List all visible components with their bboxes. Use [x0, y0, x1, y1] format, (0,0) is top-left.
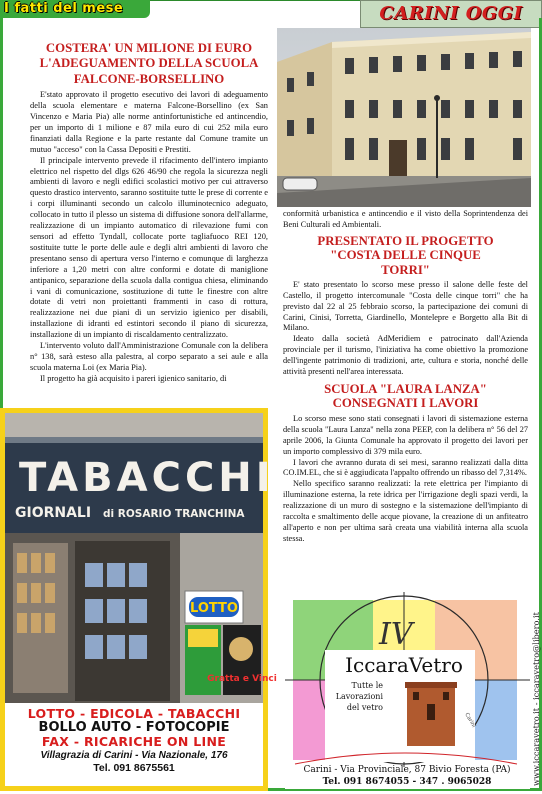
article-paragraph: I lavori che avranno durata di sei mesi, saranno realizzati dalla ditta CO.IM.EL, che si è aggiudicata l'appalto offrendo un ribasso del 7,314%.	[283, 457, 528, 478]
vetro-website	[531, 592, 541, 789]
shop-address: Villagrazia di Carini - Via Nazionale, 176	[40, 750, 228, 761]
article-school-funding	[30, 41, 268, 385]
vetro-phone: Tel. 091 8674055 - 347 . 9065028	[322, 777, 492, 787]
masthead	[360, 0, 542, 28]
shop-front-photo	[5, 413, 277, 703]
services-line: FAX - RICARICHE ON LINE	[41, 734, 227, 749]
article-headline: SCUOLA "LAURA LANZA" CONSEGNATI I LAVORI	[324, 381, 487, 411]
lotto-logo-text: LOTTO	[190, 601, 238, 616]
tower-badge: Carini	[463, 712, 477, 729]
article-paragraph: E'stato approvato il progetto esecutivo dei lavori di adeguamento della scuola elementare e materna Falcone-Borsellino (ex San Vincenzo e Maria Pia) alle norme antinfortunistiche ed antincendio, per un importo di 1 milione e 87 mila euro di cui 252 mila euro finanziati dalla Regione e la parte restante dal Comune tramite un mutuo "acceso" con la Cassa Depositi e Prestiti.	[30, 90, 268, 154]
sign-subtitle-left: GIORNALI	[15, 505, 92, 521]
shop-phone: Tel. 091 8675561	[93, 762, 175, 774]
article-headline: PRESENTATO IL PROGETTO "COSTA DELLE CINQUE TORRI"	[317, 233, 494, 278]
tabacchi-advertisement	[0, 408, 277, 791]
vetro-address: Carini - Via Provinciale, 87 Bivio Foresta (PA)	[303, 765, 511, 775]
brand-tagline: del vetro	[346, 703, 383, 712]
header-rule	[150, 0, 360, 1]
article-continuation: conformità urbanistica e antincendio e il visto della Soprintendenza dei Beni Culturali ed Ambientali.	[283, 209, 528, 229]
school-building-photo	[277, 28, 531, 207]
article-paragraph: Ideato dalla società AdMeridiem e patrocinato dall'Azienda provinciale per il turismo, l'iniziativa ha come obiettivo la promozione dell'ingente patrimonio di tradizioni, arte, cultura e storia, nonché delle attività presenti nell'area interessata.	[283, 334, 528, 376]
article-paragraph: L'intervento voluto dall'Amministrazione Comunale con la delibera n° 138, sarà esteso alla palestra, al corpo separato a sei aule e alla scuola materna Loi (ex Maria Pia).	[30, 341, 268, 372]
article-paragraph: E' stato presentato lo scorso mese presso il salone delle feste del Castello, il progetto intercomunale "Costa delle cinque torri" che ha previsto dal 22 al 25 febbraio scorso, la partecipazione dei comuni di Carini, Cinisi, Torretta, Giardinello, Montelepre e Borgetto alla Bit di Milano.	[283, 280, 528, 333]
tower-icon	[405, 682, 457, 746]
sign-subtitle-right: di ROSARIO TRANCHINA	[103, 508, 245, 520]
section-label-text: I fatti del mese	[4, 1, 124, 16]
gratta-label: Gratta e Vinci	[207, 674, 277, 684]
article-paragraph: Il progetto ha già acquisito i pareri igienico sanitario, di	[40, 373, 227, 383]
school-building-illustration	[277, 28, 531, 207]
article-paragraph: Nello specifico saranno realizzati: la rete elettrica per l'impianto di illuminazione esterna, la rete idrica per l'irrigazione degli spazi verdi, la realizzazione di un muro di sostegno e la sistemazione dell'impianto di raccolta e smaltimento delle acque piovane, la creazione di un anfiteatro all'aperto e non per ultima sarà creata una viabilità interna alla scuola stessa.	[283, 479, 528, 543]
masthead-title: CARINI OGGI	[379, 3, 523, 24]
right-column-articles	[283, 209, 528, 544]
article-paragraph: Il principale intervento prevede il rifacimento dell'intero impianto elettrico nel rispetto del dlgs 626 46/90 che regola la sicurezza negli ambienti di lavoro e negli edifici scolastici motivo per cui attraverso questo drastico intervento, saranno sostituite tutte le prese di corrente e i corpi illuminanti secondo un calcolo illuminotecnico adeguato, collocato in tutto il plesso un sistema di diffusione sonora dell'allarme, realizzazione di un impianto automatico di rilevazione fumi con sensori ad effetto Tyndall, collocate porte tagliafuoco REI 120, sostituite tutte le porte delle aule e degli altri ambienti di lavoro che presentano senso di apertura verso l'interno e comunque di larghezza inferiore a 1,20 metri con altre conformi e dotate di maniglione antipanico, separazione della scuola dalla contigua chiesa, eliminando i vani di comunicazione, sostituzione di tutte le finestre con altre dotate di vetri non proiettanti frammenti in caso di rottura, realizzazione nei due piani di un servizio igienico per disabili, installazione di idranti ed estintori secondo il piano di sicurezza, installazione di un impianto di riscaldamento centralizzato.	[30, 155, 268, 340]
article-headline: COSTERA' UN MILIONE DI EURO L'ADEGUAMENTO DELLA SCUOLA FALCONE-BORSELLINO	[39, 41, 259, 86]
brand-monogram: IV	[379, 617, 413, 652]
section-label	[0, 0, 150, 18]
tabacchi-services	[13, 707, 255, 787]
brand-tagline: Lavorazioni	[335, 692, 383, 701]
article-paragraph: Lo scorso mese sono stati consegnati i lavori di sistemazione esterna della scuola "Laura Lanza" nella zona PEEP, con la delibera n° 56 del 27 aprile 2006, la Giunta Comunale ha approvato il progetto dei lavori per un importo complessivo di 379 mila euro.	[283, 414, 528, 456]
sign-title: TABACCHI	[19, 455, 275, 501]
services-line: LOTTO - EDICOLA - TABACCHI	[27, 706, 241, 721]
iccara-vetro-advertisement	[285, 592, 530, 789]
brand-name: IccaraVetro	[345, 653, 463, 677]
vetro-web-text: www.iccaravetro.it - iccaravetro@libero.it	[531, 612, 541, 786]
services-line: BOLLO AUTO - FOTOCOPIE	[38, 720, 230, 735]
brand-tagline: Tutte le	[351, 681, 383, 690]
iccara-vetro-logo	[285, 592, 530, 789]
